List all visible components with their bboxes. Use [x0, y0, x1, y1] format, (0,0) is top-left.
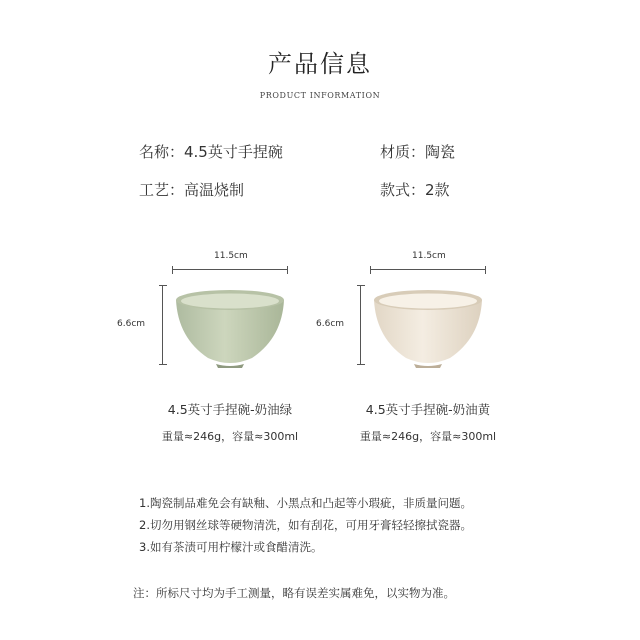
footnote: 注：所标尺寸均为手工测量，略有误差实属难免，以实物为准。 — [133, 586, 455, 600]
width-label: 11.5cm — [214, 251, 248, 261]
width-bracket — [370, 269, 486, 270]
width-bracket — [172, 269, 288, 270]
spec-style: 款式：2款 — [380, 181, 450, 199]
bowl-image-green — [172, 286, 288, 368]
note-item: 2.切勿用钢丝球等硬物清洗，如有刮花，可用牙膏轻轻擦拭瓷器。 — [139, 518, 472, 532]
page-title: 产品信息 — [268, 50, 372, 78]
spec-craft: 工艺：高温烧制 — [139, 181, 245, 199]
spec-material: 材质：陶瓷 — [380, 143, 456, 161]
height-bracket — [360, 285, 361, 365]
product-caption: 4.5英寸手捏碗-奶油绿 — [167, 402, 293, 417]
note-item: 1.陶瓷制品难免会有缺釉、小黑点和凸起等小瑕疵，非质量问题。 — [139, 496, 472, 510]
height-label: 6.6cm — [117, 319, 146, 329]
spec-name: 名称：4.5英寸手捏碗 — [139, 143, 283, 161]
product-weight: 重量≈246g，容量≈300ml — [161, 430, 299, 443]
bowl-image-yellow — [370, 286, 486, 368]
height-bracket — [162, 285, 163, 365]
page-subtitle: PRODUCT INFORMATION — [259, 91, 381, 100]
product-caption: 4.5英寸手捏碗-奶油黄 — [365, 402, 491, 417]
width-label: 11.5cm — [412, 251, 446, 261]
height-label: 6.6cm — [316, 319, 345, 329]
product-weight: 重量≈246g，容量≈300ml — [359, 430, 497, 443]
note-item: 3.如有茶渍可用柠檬汁或食醋清洗。 — [139, 540, 323, 554]
